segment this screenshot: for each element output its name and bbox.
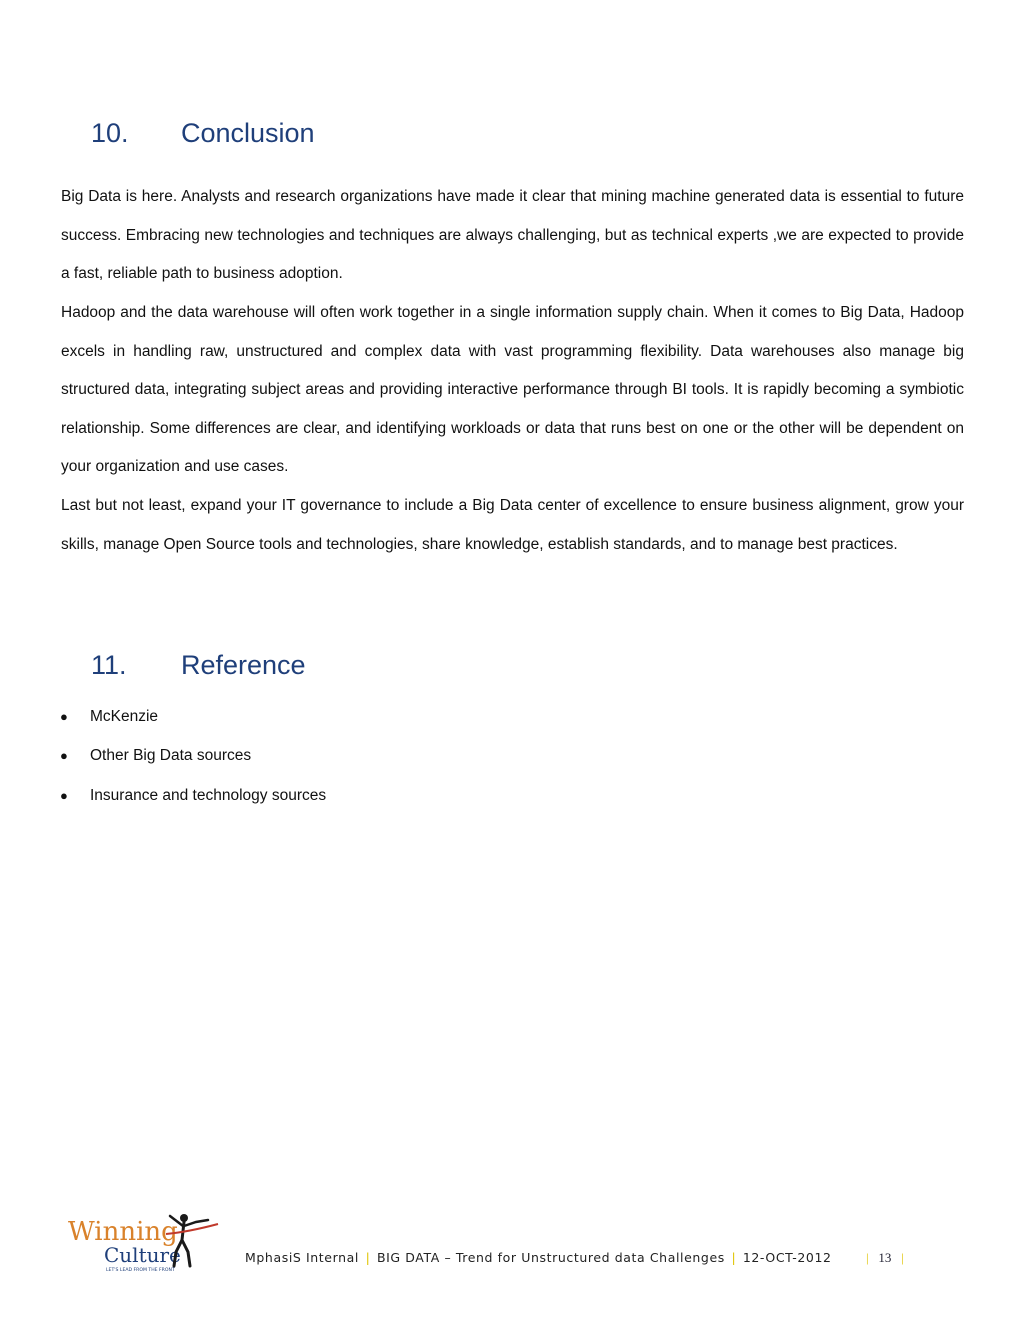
page-number-box xyxy=(866,1250,904,1266)
bullet-icon: ● xyxy=(60,787,68,803)
logo-tagline: LET'S LEAD FROM THE FRONT xyxy=(106,1268,175,1273)
footer-document-title: BIG DATA – Trend for Unstructured data Challenges xyxy=(376,1250,725,1265)
conclusion-paragraph-3: Last but not least, expand your IT governance to include a Big Data center of excellence to ensure business alignment, grow your skills, manage Open Source tools and technologies, share knowledge, establish standards, and to manage best practices. xyxy=(61,497,964,553)
page-footer xyxy=(0,1200,1024,1290)
conclusion-title: Conclusion xyxy=(181,118,315,148)
conclusion-paragraph-1: Big Data is here. Analysts and research organizations have made it clear that mining machine generated data is essential to future success. Embracing new technologies and techniques are always challenging, but as technical experts ,we are expected to provide a fast, reliable path to business adoption. xyxy=(61,188,964,282)
bullet-icon: ● xyxy=(60,748,68,764)
conclusion-number: 10. xyxy=(91,118,129,148)
footer-separator: | xyxy=(365,1250,371,1265)
logo-word-1: Winning xyxy=(68,1217,178,1247)
list-item xyxy=(60,776,326,816)
reference-item-text: McKenzie xyxy=(90,707,159,725)
footer-date: 12-OCT-2012 xyxy=(742,1250,832,1265)
page-separator-left: | xyxy=(866,1250,869,1265)
conclusion-paragraph-2: Hadoop and the data warehouse will often work together in a single information supply chain. When it comes to Big Data, Hadoop excels in handling raw, unstructured and complex data with vast programming flexibility. Data warehouses also manage big structured data, integrating subject areas and providing interactive performance through BI tools. It is rapidly becoming a symbiotic relationship. Some differences are clear, and identifying workloads or data that runs best on one or the other will be dependent on your organization and use cases. xyxy=(61,304,964,475)
page-number: 13 xyxy=(878,1250,892,1265)
footer-separator: | xyxy=(731,1250,737,1265)
reference-heading xyxy=(91,649,306,681)
reference-item-text: Other Big Data sources xyxy=(90,747,252,765)
list-item xyxy=(60,737,326,777)
reference-number: 11. xyxy=(91,650,127,680)
list-item xyxy=(60,697,326,737)
reference-item-text: Insurance and technology sources xyxy=(90,786,327,804)
reference-title: Reference xyxy=(181,650,306,680)
bullet-icon: ● xyxy=(60,708,68,724)
page-separator-right: | xyxy=(901,1250,904,1265)
footer-text xyxy=(245,1250,832,1265)
reference-list xyxy=(60,697,326,816)
logo-word-2: Culture xyxy=(104,1243,181,1267)
footer-company: MphasiS Internal xyxy=(245,1250,359,1265)
winning-culture-logo xyxy=(66,1206,226,1276)
conclusion-heading xyxy=(91,117,315,149)
